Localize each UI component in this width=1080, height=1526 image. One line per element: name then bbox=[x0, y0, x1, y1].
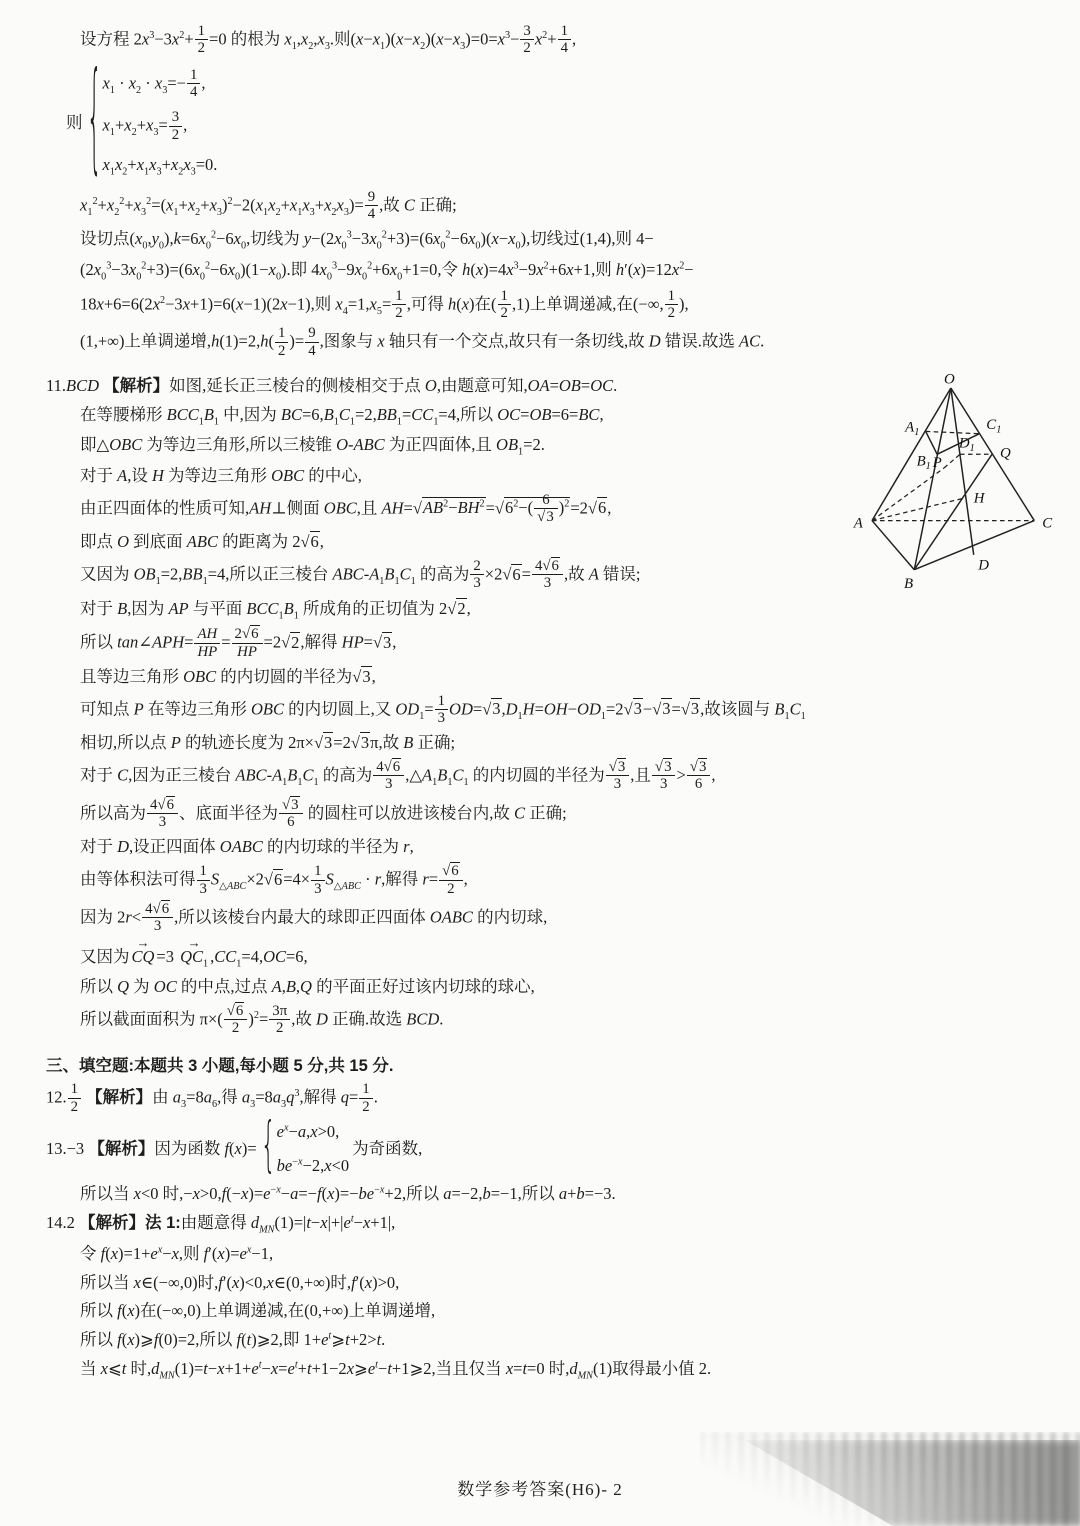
solution-line: 在等腰梯形 $BCC_1B_1$ 中,因为 $BC=6,B_1C_1=2,BB_1=CC_1=4$,所以 OC=OB=6=BC, bbox=[80, 404, 604, 427]
solution-line: 由等体积法可得 $\frac{1}{3}$ $S_{\triangle ABC}\times 2√6=4\times$ $\frac{1}{3}$ $S_{\triangle ABC} \cdot r$,解得 r= $\frac{√6}{2}$ , bbox=[80, 863, 468, 897]
solution-line: 所以截面面积为 π×( $\frac{√6}{2}$ )$^2$= $\frac{3\pi}{2}$ ,故 D 正确.故选 BCD. bbox=[80, 1002, 444, 1037]
answer-item-12: 12. $\frac{1}{2}$ 【解析】由 $a_3=8a_6$,得 $a_3=8a_3q^3$,解得 q= $\frac{1}{2}$ . bbox=[46, 1081, 378, 1115]
solution-line: 又因为 → CQ $=3 \to QC_1$ $,CC_1=4,OC=6$, bbox=[80, 940, 1056, 972]
solution-line: 所以 Q 为 OC 的中点,过点 A,B,Q 的平面正好过该内切球的球心, bbox=[80, 977, 535, 997]
solution-line: 对于 C,因为正三棱台 ABC-$A_1B_1C_1$ 的高为 $\frac{4√6}{3}$ $,\triangle A_1B_1C_1$ 的内切圆的半径为 $\frac{√3}{3}$ ,且 $\frac{√3}{3}$ > $\frac{√3}{6}$ , bbox=[80, 759, 716, 793]
svg-text:C1: $C_1$ bbox=[986, 417, 1002, 436]
solution-line: 所以当 x<0 时$,-x>0,f(-x)=e^{-x}-a=-f(x)=-be^{-x}+2$,所以 a=−2,b=−1,所以 a+b=−3. bbox=[80, 1184, 616, 1204]
answer-item-14: 14.2 【解析】法 1:由题意得 $d_{MN}(1)=|t-x|+|e^t-x+1|$, bbox=[46, 1213, 396, 1236]
svg-text:H: H bbox=[973, 490, 985, 507]
svg-text:D1: $D_1$ bbox=[958, 435, 975, 454]
solution-line: 可知点 P 在等边三角形 OBC 的内切圆上,又 $OD_1=$ $\frac{1}{3}$ $OD=√3,D_1H=OH-OD_1=2√3-√3=√3$,故该圆与 $B_1C_1$ bbox=[80, 692, 806, 727]
solution-line: 相切,所以点 P 的轨迹长度为 2π×√3=2√3π,故 B 正确; bbox=[80, 733, 456, 753]
solution-line: 对于 D,设正四面体 OABC 的内切球的半径为 r, bbox=[80, 837, 414, 857]
svg-text:B: B bbox=[904, 576, 914, 592]
solution-line: 设方程 $2x^3-3x^2+$ $\frac{1}{2}$ =0 的根为 $x_1,x_2,x_3$.则$(x-x_1)(x-x_2)(x-x_3)=0=x^3-$ $\frac{3}{2}$ $x^2+$ $\frac{1}{4}$ , bbox=[80, 23, 577, 57]
svg-text:A1: $A_1$ bbox=[905, 419, 920, 438]
solution-line: (1,+∞)上单调递增,h(1)=2,h( $\frac{1}{2}$ )= $\frac{9}{4}$ ,图象与 x 轴只有一个交点,故只有一条切线,故 D 错误.故选 AC. bbox=[80, 325, 765, 359]
solution-line: 当 x⩽t 时$,d_{MN}(1)=t-x+1+e^t-x=e^t+t+1-2x⩾e^t-t+1⩾2$,当且仅当 x=t=0 时$,d_{MN}(1)$取得最小值 2. bbox=[80, 1358, 712, 1382]
svg-text:A: A bbox=[853, 515, 863, 532]
section-heading-fill-in: 三、填空题:本题共 3 小题,每小题 5 分,共 15 分. bbox=[46, 1056, 394, 1075]
document-body bbox=[46, 20, 1056, 1388]
solution-line: 则 { $x_1 \cdot x_2 \cdot x_3=-$ $\frac{1}{4}$ , $x_1+x_2+x_3=$ $\frac{3}{2}$ , $x_1x_2+x_1x_3+x_2x_3=0$. bbox=[66, 68, 1056, 180]
solution-line: 所以 f(x)⩾f(0)=2,所以 f(t)⩾2,即 $1+e^t⩾t+2>t$. bbox=[80, 1330, 386, 1350]
solution-line: 所以当 x∈(−∞,0)时,f′(x)<0,x∈(0,+∞)时,f′(x)>0, bbox=[80, 1272, 400, 1292]
svg-text:D: D bbox=[978, 557, 990, 574]
svg-text:O: O bbox=[944, 372, 955, 388]
page-footer: 数学参考答案(H6)- 2 bbox=[457, 1480, 623, 1499]
solution-line: 又因为 $OB_1=2,BB_1=4$,所以正三棱台 ABC-$A_1B_1C_1$ 的高为 $\frac{2}{3}$ ×2√6= $\frac{4√6}{3}$ ,故 A 错误; bbox=[80, 558, 641, 592]
svg-text:P: P bbox=[932, 454, 942, 471]
svg-text:B1: $B_1$ bbox=[916, 453, 931, 473]
svg-text:C: C bbox=[1042, 515, 1053, 532]
solution-line: $18x+6=6(2x^2-3x+1)=6(x-1)(2x-1)$,则 $x_4=1,x_5=$ $\frac{1}{2}$ ,可得 h(x)在( $\frac{1}{2}$ ,1)上单调递减,在(−∞, $\frac{1}{2}$ ), bbox=[80, 287, 689, 321]
answer-item-11: 11.BCD 【解析】如图,延长正三棱台的侧棱相交于点 O,由题意可知,OA=OB=OC. bbox=[46, 375, 618, 395]
svg-text:Q: Q bbox=[1000, 445, 1011, 462]
solution-line: 即△OBC 为等边三角形,所以三棱锥 O-ABC 为正四面体,且 $OB_1=2$. bbox=[80, 435, 545, 458]
solution-line: $x_1^2+x_2^2+x_3^2=(x_1+x_2+x_3)^2-2(x_1x_2+x_1x_3+x_2x_3)=$ $\frac{9}{4}$ ,故 C 正确; bbox=[80, 188, 457, 222]
solution-line: 由正四面体的性质可知,AH⊥侧面 OBC,且 $AH=√AB^2-BH^2=√6^2-$( $\frac{6}{√3}$ )$^2$=2√6, bbox=[80, 491, 612, 525]
answer-item-13: 13.−3 【解析】因为函数 f(x)= { $e^x-a,x>0$, $be^{-x}-2,x<0$ 为奇函数, bbox=[46, 1120, 1056, 1179]
solution-line: 令 $f(x)=1+e^x-x$,则 $f'(x)=e^x-1$, bbox=[80, 1243, 274, 1263]
solution-line: 对于 B,因为 AP 与平面 $BCC_1B_1$ 所成角的正切值为 2√2, bbox=[80, 598, 471, 621]
solution-line: 且等边三角形 OBC 的内切圆的半径为√3, bbox=[80, 667, 376, 686]
figure-svg bbox=[848, 372, 1056, 596]
solution-line: 设切点$(x_0,y_0),k=6x_0^2-6x_0$,切线为 $y-(2x_0^3-3x_0^2+3)=(6x_0^2-6x_0)(x-x_0)$,切线过(1,4),则 4− bbox=[80, 229, 654, 252]
geometry-figure bbox=[848, 372, 1056, 596]
solution-line: 所以 f(x)在(−∞,0)上单调递减,在(0,+∞)上单调递增, bbox=[80, 1301, 436, 1321]
solution-line: 因为 2r< $\frac{4√6}{3}$ ,所以该棱台内最大的球即正四面体 OABC 的内切球, bbox=[80, 900, 548, 935]
solution-line: 对于 A,设 H 为等边三角形 OBC 的中心, bbox=[80, 465, 362, 485]
solution-line: 所以高为 $\frac{4√6}{3}$ 、底面半径为 $\frac{√3}{6}$ 的圆柱可以放进该棱台内,故 C 正确; bbox=[80, 796, 567, 831]
solution-line: 所以 tan∠APH= $\frac{AH}{HP}$ = $\frac{2√6}{HP}$ =2√2,解得 HP=√3, bbox=[80, 626, 397, 660]
solution-line: 即点 O 到底面 ABC 的距离为 2√6, bbox=[80, 532, 324, 552]
solution-line: $(2x_0^3-3x_0^2+3)=(6x_0^2-6x_0)(1-x_0)$.即 $4x_0^3-9x_0^2+6x_0+1=0$,令 $h(x)=4x^3-9x^2+6x+1$,则 $h'(x)=12x^2-$ bbox=[80, 259, 694, 283]
